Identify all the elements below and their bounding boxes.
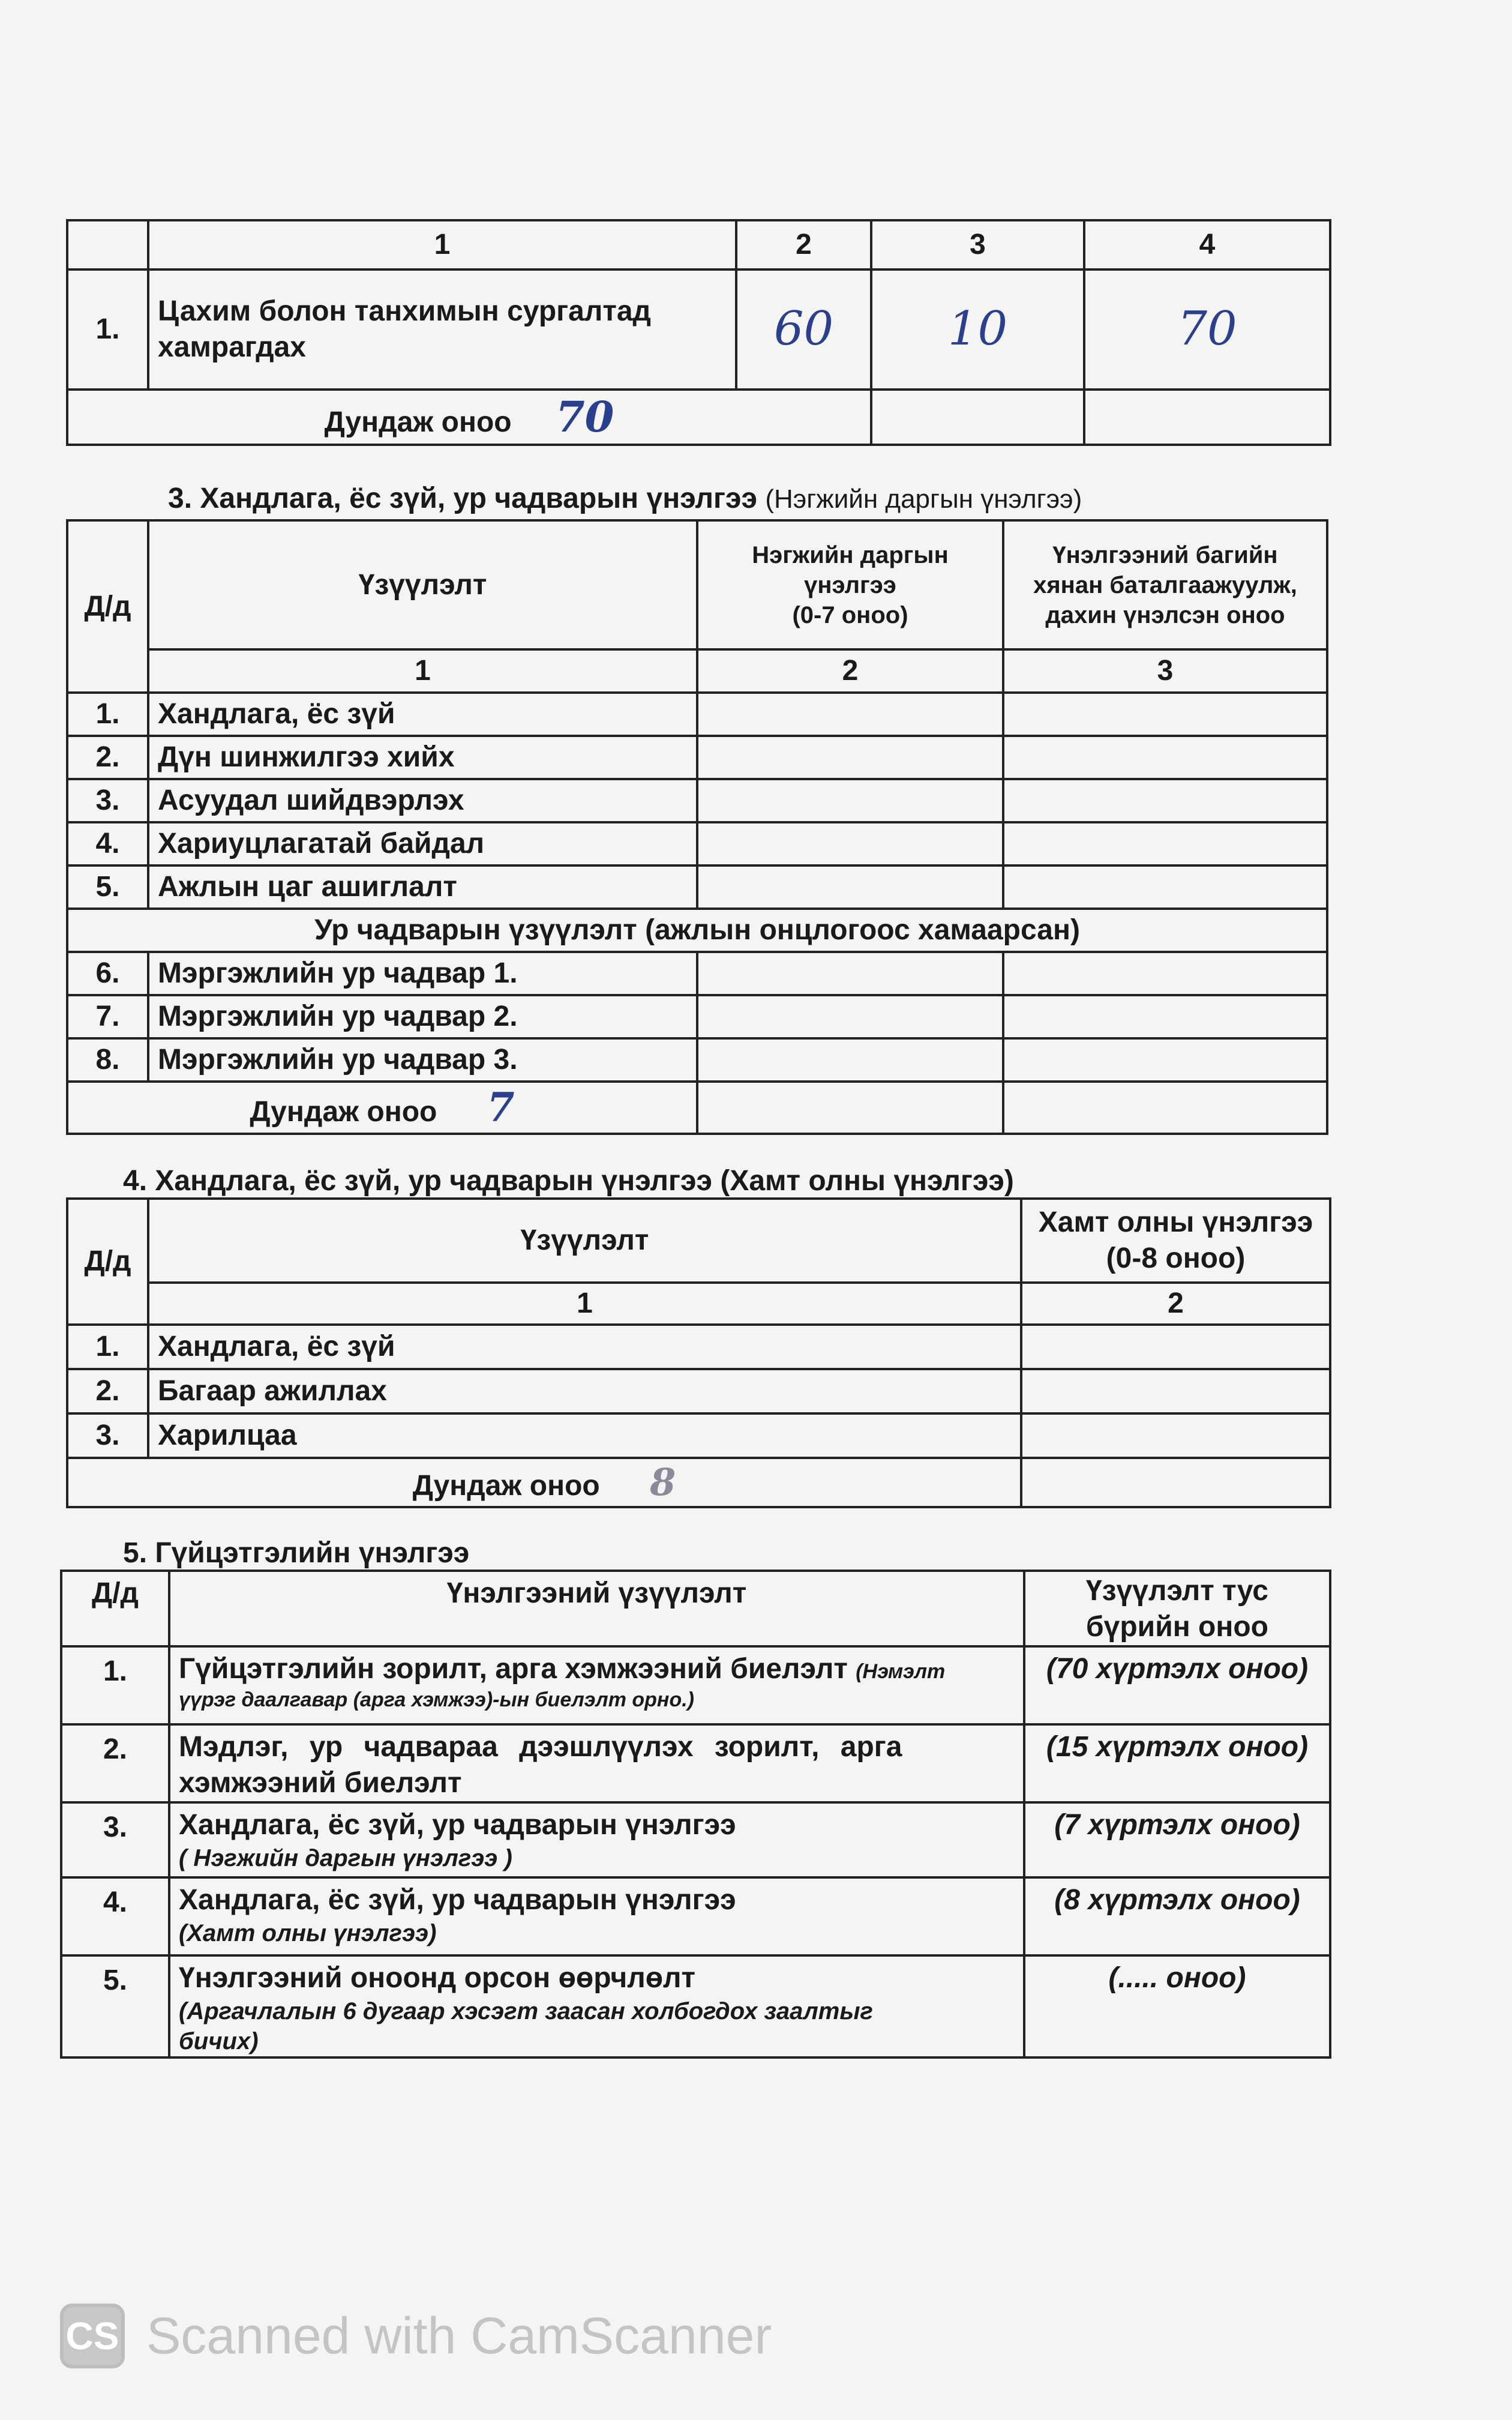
table-row	[67, 693, 1327, 736]
col-dd: Д/д	[61, 1571, 169, 1646]
col-peer-score	[1021, 1199, 1330, 1283]
section5-header-row	[61, 1571, 1330, 1646]
num-cell-1: 1	[148, 649, 697, 693]
table-row	[67, 1325, 1330, 1369]
row-number: 3.	[61, 1802, 169, 1877]
table-row	[61, 1955, 1330, 2057]
section4-title: 4. Хандлага, ёс зүй, ур чадварын үнэлгээ (Хамт олны үнэлгээ)	[123, 1165, 1014, 1197]
row-label-cell	[169, 1646, 1024, 1724]
col2-line2: (0-8 оноо)	[1106, 1242, 1246, 1274]
average-empty	[1021, 1458, 1330, 1507]
col-dd: Д/д	[67, 1199, 148, 1325]
col-criteria: Үзүүлэлт	[148, 520, 697, 649]
average-cell	[67, 390, 871, 445]
average-row	[67, 1082, 1327, 1134]
section5-title: 5. Гүйцэтгэлийн үнэлгээ	[123, 1537, 470, 1569]
table-row	[67, 822, 1327, 865]
col-criteria: Үнэлгээний үзүүлэлт	[169, 1571, 1024, 1646]
table-section4	[66, 1197, 1331, 1508]
row-score: (8 хүртэлх оноо)	[1024, 1877, 1330, 1955]
table-training	[66, 219, 1331, 446]
row-label-line2: ( Нэгжийн даргын үнэлгээ )	[179, 1845, 512, 1871]
row-number: 3.	[67, 779, 148, 822]
row-number: 2.	[61, 1724, 169, 1802]
average-row	[67, 1458, 1330, 1507]
table-row	[67, 952, 1327, 995]
row-number: 3.	[67, 1413, 148, 1458]
row-label-line2: хэмжээний биелэлт	[179, 1767, 462, 1799]
table-row	[67, 1413, 1330, 1458]
row-label-note-line2: үүрэг даалгавар (арга хэмжээ)-ын биелэлт орно.)	[179, 1688, 694, 1711]
row-label-cell	[169, 1724, 1024, 1802]
average-row	[67, 390, 1330, 445]
row-label: Мэдлэг, ур чадвараа дээшлүүлэх зорилт, арга	[179, 1731, 902, 1763]
col-criteria: Үзүүлэлт	[148, 1199, 1021, 1283]
row-number: 6.	[67, 952, 148, 995]
table-row	[67, 269, 1330, 390]
num-cell-2: 2	[697, 649, 1003, 693]
section3-title-note: (Нэгжийн даргын үнэлгээ)	[765, 484, 1082, 514]
section3-header-row	[67, 520, 1327, 649]
row-label-line2: (Хамт олны үнэлгээ)	[179, 1920, 437, 1946]
num-cell-1: 1	[148, 1283, 1021, 1325]
score-cell	[697, 779, 1003, 822]
col-team-verified-score	[1003, 520, 1327, 649]
header-cell-empty	[67, 220, 148, 269]
row-label-note: (Нэмэлт	[856, 1660, 946, 1683]
header-cell-4: 4	[1084, 220, 1330, 269]
table-row	[67, 779, 1327, 822]
row-number: 1.	[67, 1325, 148, 1369]
score-cell	[697, 865, 1003, 909]
average-empty	[697, 1082, 1003, 1134]
section4-header-row	[67, 1199, 1330, 1283]
row-number: 5.	[61, 1955, 169, 2057]
handwritten-score-2: 60	[736, 269, 871, 390]
section3-subheader-row	[67, 909, 1327, 952]
score-cell	[697, 995, 1003, 1038]
score-cell	[697, 693, 1003, 736]
col2-line3: (0-7 оноо)	[792, 601, 908, 628]
col-score-line1: Үзүүлэлт тус	[1086, 1575, 1268, 1607]
header-cell-3: 3	[871, 220, 1084, 269]
table-section5	[60, 1570, 1331, 2059]
header-cell-2: 2	[736, 220, 871, 269]
average-empty-4	[1084, 390, 1330, 445]
table-row	[67, 1038, 1327, 1082]
score-cell	[1003, 865, 1327, 909]
score-cell	[1003, 952, 1327, 995]
col3-line2: хянан баталгаажуулж,	[1033, 571, 1297, 598]
average-cell	[67, 1458, 1021, 1507]
score-cell	[1003, 1038, 1327, 1082]
row-label-cell	[169, 1802, 1024, 1877]
row-label: Хандлага, ёс зүй, ур чадварын үнэлгээ	[179, 1809, 736, 1841]
score-cell	[1021, 1369, 1330, 1413]
row-number: 1.	[67, 693, 148, 736]
row-number: 4.	[61, 1877, 169, 1955]
section3-title	[168, 482, 1082, 515]
row-label: Цахим болон танхимын сургалтад хамрагдах	[148, 269, 736, 390]
row-label: Хандлага, ёс зүй, ур чадварын үнэлгээ	[179, 1884, 736, 1916]
section4-number-row	[67, 1283, 1330, 1325]
row-number: 1.	[61, 1646, 169, 1724]
score-cell	[697, 1038, 1003, 1082]
col3-line1: Үнэлгээний багийн	[1052, 541, 1278, 568]
table-header-row	[67, 220, 1330, 269]
average-cell	[67, 1082, 697, 1134]
row-label-line2: (Аргачлалын 6 дугаар хэсэгт заасан холбогдох заалтыг	[179, 1998, 873, 2024]
row-number: 2.	[67, 1369, 148, 1413]
average-handwritten-value: 8	[650, 1460, 676, 1504]
row-label: Мэргэжлийн ур чадвар 3.	[148, 1038, 697, 1082]
table-row	[67, 995, 1327, 1038]
col2-line1: Хамт олны үнэлгээ	[1038, 1206, 1313, 1238]
average-empty-3	[871, 390, 1084, 445]
col-score	[1024, 1571, 1330, 1646]
row-score: (..... оноо)	[1024, 1955, 1330, 2057]
score-cell	[697, 736, 1003, 779]
row-label-cell	[169, 1955, 1024, 2057]
col3-line3: дахин үнэлсэн оноо	[1045, 601, 1285, 628]
table-section3	[66, 519, 1328, 1135]
col-score-line2: бүрийн оноо	[1086, 1611, 1268, 1643]
handwritten-score-4: 70	[1084, 269, 1330, 390]
score-cell	[1021, 1413, 1330, 1458]
row-label: Хариуцлагатай байдал	[148, 822, 697, 865]
row-score: (7 хүртэлх оноо)	[1024, 1802, 1330, 1877]
table-row	[67, 1369, 1330, 1413]
row-label: Гүйцэтгэлийн зорилт, арга хэмжээний биелэлт	[179, 1653, 848, 1685]
col2-line2: үнэлгээ	[804, 571, 896, 598]
col2-line1: Нэгжийн даргын	[752, 541, 949, 568]
row-label: Ажлын цаг ашиглалт	[148, 865, 697, 909]
table-row	[61, 1646, 1330, 1724]
row-number: 7.	[67, 995, 148, 1038]
average-empty	[1003, 1082, 1327, 1134]
camscanner-text: Scanned with CamScanner	[146, 2307, 772, 2365]
row-label: Асуудал шийдвэрлэх	[148, 779, 697, 822]
score-cell	[697, 952, 1003, 995]
score-cell	[697, 822, 1003, 865]
average-label: Дундаж оноо	[250, 1096, 437, 1128]
table-row	[61, 1724, 1330, 1802]
average-label: Дундаж оноо	[412, 1470, 600, 1502]
table-row	[61, 1877, 1330, 1955]
row-label: Дүн шинжилгээ хийх	[148, 736, 697, 779]
score-cell	[1003, 736, 1327, 779]
section3-title-text: 3. Хандлага, ёс зүй, ур чадварын үнэлгээ	[168, 483, 758, 514]
row-number: 1.	[67, 269, 148, 390]
col-dd: Д/д	[67, 520, 148, 693]
score-cell	[1003, 693, 1327, 736]
table-row	[67, 865, 1327, 909]
row-number: 4.	[67, 822, 148, 865]
table-row	[61, 1802, 1330, 1877]
skills-subheader: Ур чадварын үзүүлэлт (ажлын онцлогоос хамаарсан)	[67, 909, 1327, 952]
table-row	[67, 736, 1327, 779]
row-score: (70 хүртэлх оноо)	[1024, 1646, 1330, 1724]
col-unit-head-score	[697, 520, 1003, 649]
row-label: Харилцаа	[148, 1413, 1021, 1458]
camscanner-watermark	[60, 2304, 772, 2368]
section3-number-row	[67, 649, 1327, 693]
row-number: 5.	[67, 865, 148, 909]
row-label-line3: бичих)	[179, 2028, 259, 2054]
score-cell	[1003, 822, 1327, 865]
average-handwritten-value: 7	[487, 1084, 515, 1131]
row-score: (15 хүртэлх оноо)	[1024, 1724, 1330, 1802]
row-label: Багаар ажиллах	[148, 1369, 1021, 1413]
average-handwritten-value: 70	[555, 392, 614, 442]
header-cell-1: 1	[148, 220, 736, 269]
average-label: Дундаж оноо	[324, 406, 512, 438]
row-label: Үнэлгээний оноонд орсон өөрчлөлт	[179, 1962, 696, 1994]
row-number: 2.	[67, 736, 148, 779]
row-label: Мэргэжлийн ур чадвар 1.	[148, 952, 697, 995]
score-cell	[1003, 995, 1327, 1038]
camscanner-logo-icon: CS	[60, 2304, 125, 2368]
score-cell	[1003, 779, 1327, 822]
score-cell	[1021, 1325, 1330, 1369]
row-number: 8.	[67, 1038, 148, 1082]
num-cell-3: 3	[1003, 649, 1327, 693]
row-label: Мэргэжлийн ур чадвар 2.	[148, 995, 697, 1038]
num-cell-2: 2	[1021, 1283, 1330, 1325]
row-label: Хандлага, ёс зүй	[148, 693, 697, 736]
handwritten-score-3: 10	[871, 269, 1084, 390]
row-label: Хандлага, ёс зүй	[148, 1325, 1021, 1369]
row-label-cell	[169, 1877, 1024, 1955]
